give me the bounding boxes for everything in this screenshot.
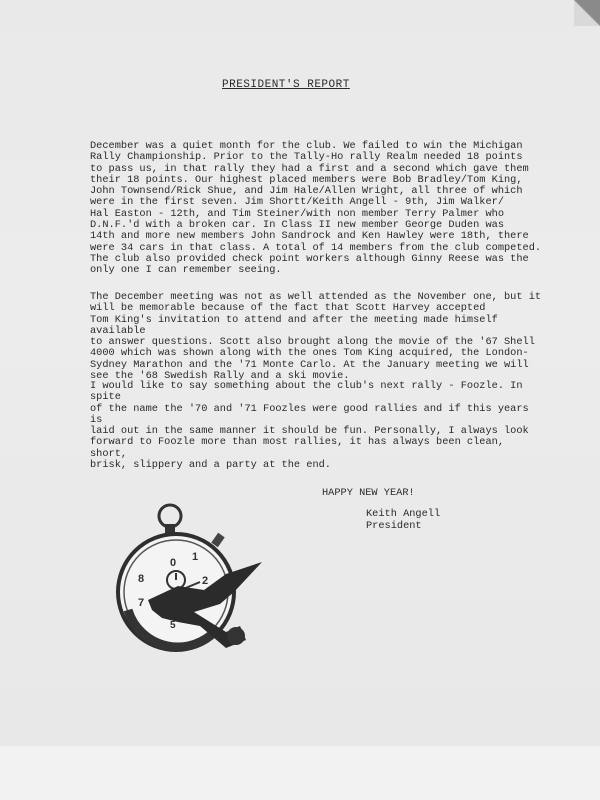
report-title: PRESIDENT'S REPORT (222, 79, 350, 91)
scan-bottom-margin (0, 746, 600, 800)
stopwatch-car-logo (108, 500, 268, 660)
dial-number-0: 0 (170, 557, 177, 569)
dial-number-8: 8 (138, 573, 145, 585)
dial-number-7: 7 (138, 597, 145, 609)
paragraph-december-meeting: The December meeting was not as well attended as the November one, but it will be memorable because of the fact that Scott Harvey accepted Tom King's invitation to attend and after the meeting made himself available to answer questions. Scott also brought along the movie of the '67 Shell 4000 which was shown along with the ones Tom King acquired, the London- Sydney Marathon and the '71 Monte Carlo. At the January meeting we will see the '68 Swedish Rally and a ski movie. (90, 291, 542, 383)
signature-role: President (366, 520, 422, 532)
closing-greeting: HAPPY NEW YEAR! (322, 487, 415, 499)
signature-name: Keith Angell (366, 508, 441, 520)
signature-block (366, 508, 440, 532)
paragraph-foozle-rally: I would like to say something about the club's next rally - Foozle. In spite of the name the '70 and '71 Foozles were good rallies and if this years is laid out in the same manner it should be fun. Personally, I always look forward to Foozle more than most rallies, it has always been clean, short, brisk, slippery and a party at the end. (90, 380, 529, 472)
paragraph-december-rally: December was a quiet month for the club. We failed to win the Michigan Rally Championship. Prior to the Tally-Ho rally Realm needed 18 points to pass us, in that rally they had a first and a second which gave them their 18 points. Our highest placed members were Bob Bradley/Tom King, John Townsend/Rick Shue, and Jim Hale/Allen Wright, all three of which were in the first seven. Jim Shortt/Keith Angell - 9th, Jim Walker/ Hal Easton - 12th, and Tim Steiner/with non member Terry Palmer who D.N.F.'d with a broken car. In Class II new member George Duden was 14th and more new members John Sandrock and Ken Hawley were 18th, there were 34 cars in that class. A total of 14 members from the club competed. The club also provided check point workers although Ginny Reese was the only one I can remember seeing. (90, 140, 542, 277)
dial-number-1: 1 (192, 551, 199, 563)
folded-corner (574, 0, 600, 26)
dial-number-5: 5 (170, 620, 176, 631)
dial-number-2: 2 (202, 575, 209, 587)
